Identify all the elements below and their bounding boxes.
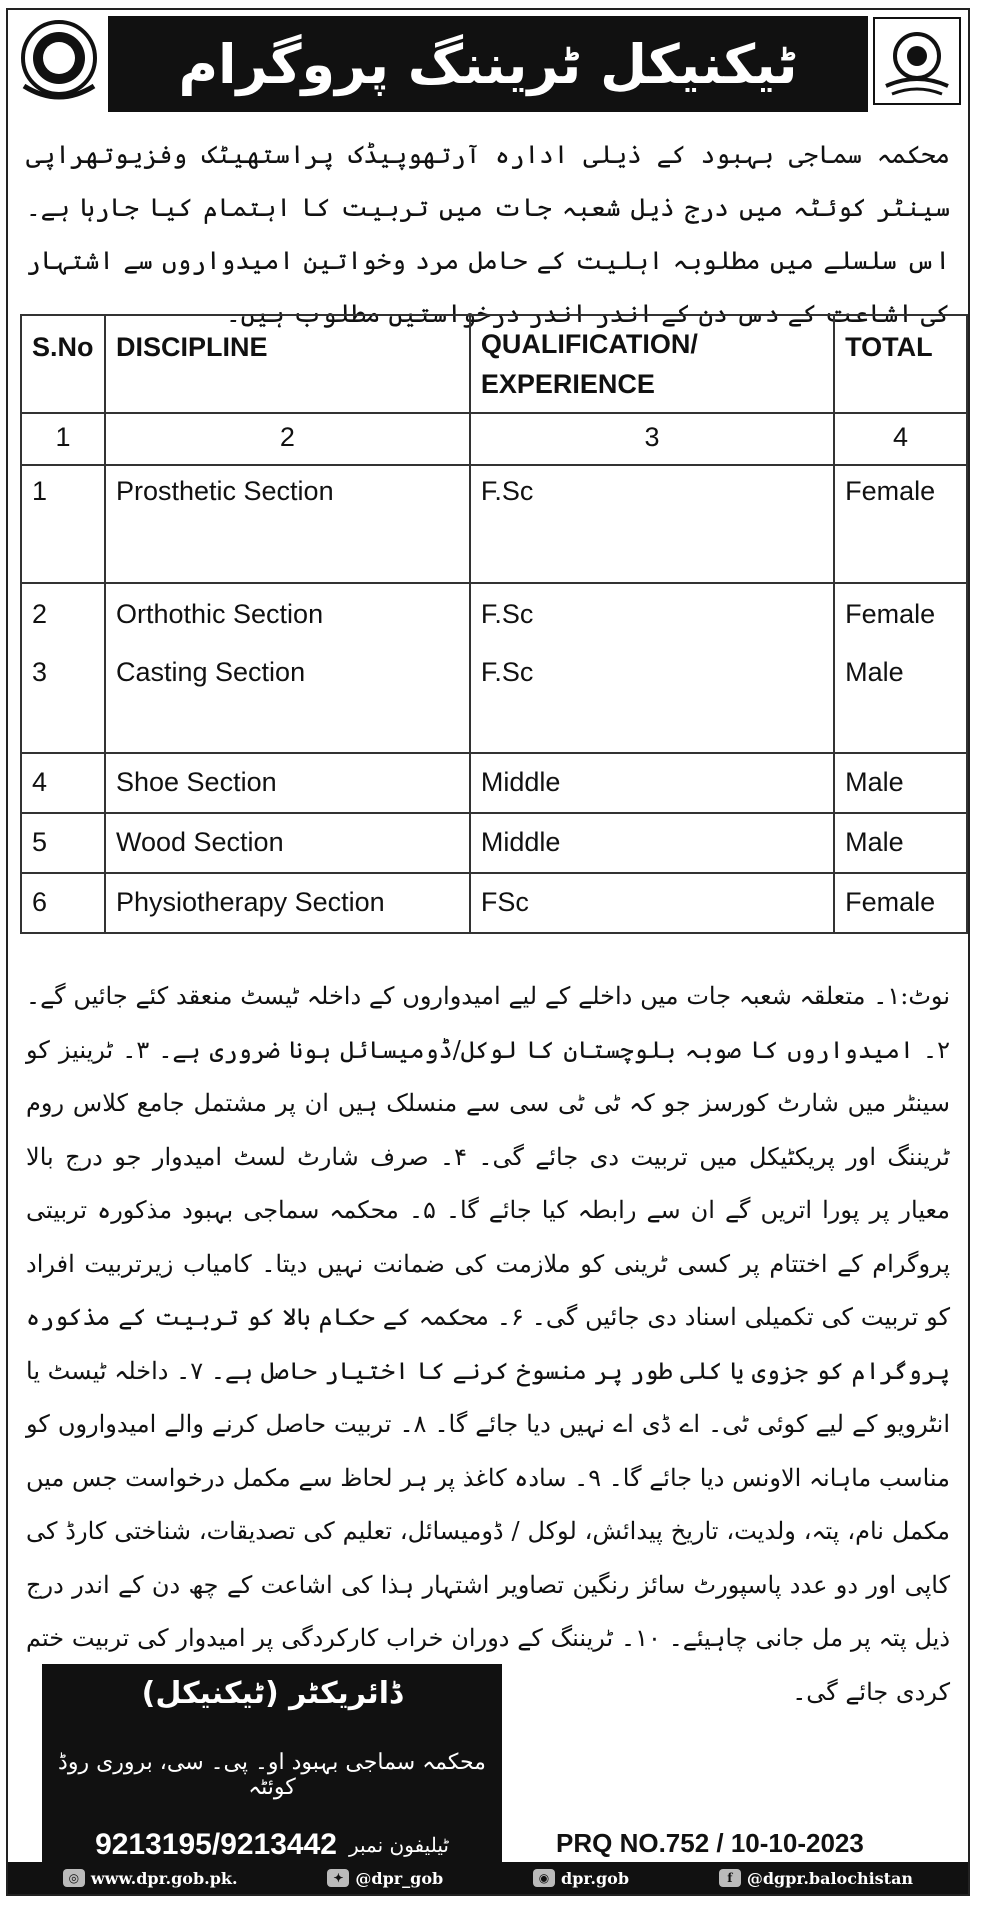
row-qualification: F.Sc <box>480 599 534 629</box>
contact-phone-label: ٹیلیفون نمبر <box>348 1833 449 1857</box>
footer-facebook[interactable] <box>719 1869 913 1888</box>
page-title: ٹیکنیکل ٹریننگ پروگرام <box>108 16 868 112</box>
footer-instagram[interactable] <box>533 1869 629 1888</box>
training-table <box>20 314 968 934</box>
header-qualification <box>470 315 834 413</box>
footer-bar <box>8 1862 968 1894</box>
header-sno: S.No <box>21 315 105 413</box>
row-qualification: Middle <box>470 753 834 813</box>
web-icon: ◎ <box>63 1869 85 1887</box>
prq-number: PRQ NO.752 / 10-10-2023 <box>556 1828 864 1858</box>
instagram-icon: ◉ <box>533 1869 555 1887</box>
row-qualification: F.Sc <box>470 465 834 583</box>
row-discipline: Shoe Section <box>105 753 470 813</box>
footer-twitter[interactable] <box>327 1869 443 1888</box>
row-sno: 6 <box>21 873 105 933</box>
row-total: Female <box>845 599 936 629</box>
row-sno: 2 <box>32 599 48 629</box>
header-total: TOTAL <box>834 315 967 413</box>
row-sno <box>21 583 105 753</box>
twitter-icon: ✦ <box>327 1869 349 1887</box>
table-row <box>21 465 967 583</box>
row-sno: 5 <box>21 813 105 873</box>
table-header-row <box>21 315 967 413</box>
footer-twitter-text: @dpr_gob <box>355 1868 444 1888</box>
row-total: Male <box>834 753 967 813</box>
row-qualification: FSc <box>470 873 834 933</box>
row-total: Male <box>845 657 904 687</box>
footer-website[interactable] <box>63 1869 238 1888</box>
row-discipline: Prosthetic Section <box>105 465 470 583</box>
row-qualification: F.Sc <box>480 657 534 687</box>
contact-title: ڈائریکٹر (ٹیکنیکل) <box>141 1676 403 1711</box>
notes-paragraph: نوٹ:۱۔ متعلقہ شعبہ جات میں داخلے کے لیے امیدواروں کے داخلہ ٹیسٹ منعقد کئے جائیں گے۔ ۲۔ امیدواروں کا صوبہ بلوچستان کا لوکل/ڈومیسائل ہونا ضروری ہے۔ ۳۔ ٹرینیز کو سینٹر میں شارٹ کورسز جو کہ ٹی ٹی سی سے منسلک ہیں ان پر مشتمل جامع کلاس روم ٹریننگ اور پریکٹیکل میں تربیت دی جائے گی۔ ۴۔ صرف شارٹ لسٹ امیدوار جو درج بالا معیار پر پورا اتریں گے ان سے رابطہ کیا جائے گا۔ ۵۔ محکمہ سماجی بہبود مذکورہ تربیتی پروگرام کے اختتام پر کسی ٹرینی کو ملازمت کی ضمانت نہیں دیتا۔ کامیاب زیرتربیت افراد کو تربیت کی تکمیلی اسناد دی جائیں گی۔ ۶۔ محکمہ کے حکام بالا کو تربیت کے مذکورہ پروگرام کو جزوی یا کلی طور پر منسوخ کرنے کا اختیار حاصل ہے۔ ۷۔ داخلہ ٹیسٹ یا انٹرویو کے لیے کوئی ٹی۔ اے ڈی اے نہیں دیا جائے گا۔ ۸۔ تربیت حاصل کرنے والے امیدواروں کو مناسب ماہانہ الاونس دیا جائے گا۔ ۹۔ سادہ کاغذ پر ہر لحاظ سے مکمل درخواست جس میں مکمل نام، پتہ، ولدیت، تاریخ پیدائش، لوکل / ڈومیسائل، تعلیم کی تصدیقات، شناختی کارڈ کی کاپی اور دو عدد پاسپورٹ سائز رنگین تصاویر اشتہار ہذا کی اشاعت کے چھ دن کے اندر درج ذیل پتہ پر مل جانی چاہیئے۔ ۱۰۔ ٹریننگ کے دوران خراب کارکردگی پر امیدوار کی تربیت ختم کردی جائے گی۔ <box>26 982 951 1706</box>
contact-address: محکمہ سماجی بہبود او۔ پی۔ سی، بروری روڈ کوئٹہ <box>58 1750 486 1800</box>
footer-website-text: www.dpr.gob.pk. <box>90 1868 238 1888</box>
row-total: Female <box>834 465 967 583</box>
contact-phone: 9213195/9213442 <box>95 1828 337 1861</box>
column-number: 4 <box>834 413 967 465</box>
column-number-row <box>21 413 967 465</box>
column-number: 1 <box>21 413 105 465</box>
row-sno: 3 <box>32 657 48 687</box>
table-row <box>21 583 967 753</box>
table-row <box>21 813 967 873</box>
row-total: Male <box>834 813 967 873</box>
footer-facebook-text: @dgpr.balochistan <box>746 1868 914 1888</box>
intro-paragraph: محکمہ سماجی بہبود کے ذیلی ادارہ آرتھوپیڈک پراستھیٹک وفزیوتھراپی سینٹر کوئٹہ میں درج ذیل شعبہ جات میں تربیت کا اہتمام کیا جارہا ہے۔ اس سلسلے میں مطلوبہ اہلیت کے حامل مرد وخواتین امیدواروں سے اشتہار کی اشاعت کے دس دن کے اندر اندر درخواستیں مطلوب ہیں۔ <box>26 140 950 328</box>
row-discipline: Physiotherapy Section <box>105 873 470 933</box>
row-qualification: Middle <box>470 813 834 873</box>
government-seal-icon <box>14 16 104 106</box>
row-discipline: Orthothic Section <box>115 599 324 629</box>
table-row <box>21 753 967 813</box>
row-sno: 1 <box>21 465 105 583</box>
row-total <box>834 583 967 753</box>
row-total: Female <box>834 873 967 933</box>
balochistan-emblem-icon <box>872 16 962 106</box>
facebook-icon: f <box>719 1869 741 1887</box>
column-number: 2 <box>105 413 470 465</box>
row-discipline: Casting Section <box>115 657 306 687</box>
row-discipline <box>105 583 470 753</box>
column-number: 3 <box>470 413 834 465</box>
row-qualification <box>470 583 834 753</box>
footer-instagram-text: dpr.gob <box>561 1868 629 1888</box>
header-qualification-line2: EXPERIENCE <box>480 369 655 399</box>
row-discipline: Wood Section <box>105 813 470 873</box>
contact-box <box>42 1664 502 1874</box>
table-row <box>21 873 967 933</box>
header-qualification-line1: QUALIFICATION/ <box>480 329 698 359</box>
header-discipline: DISCIPLINE <box>105 315 470 413</box>
advertisement-page <box>6 8 970 1896</box>
contact-phone-row <box>42 1828 502 1862</box>
header <box>8 10 968 118</box>
row-sno: 4 <box>21 753 105 813</box>
